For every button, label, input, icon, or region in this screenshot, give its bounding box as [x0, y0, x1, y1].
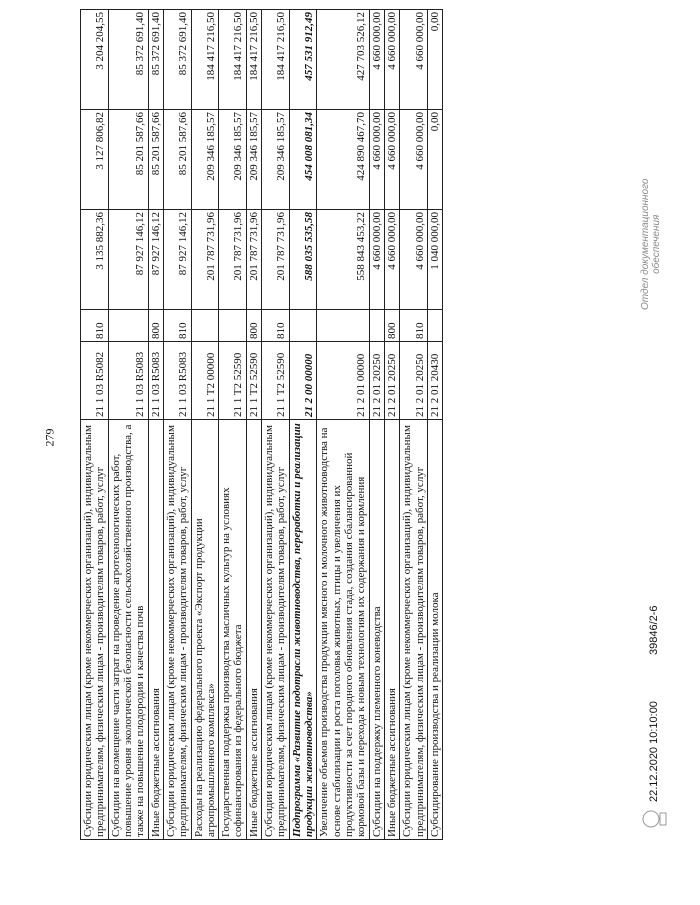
row-amount-year3-cell: 457 531 912,49	[289, 10, 317, 110]
row-code-cell: 21 2 01 20250	[384, 342, 399, 420]
row-code-cell: 21 1 03 R5083	[148, 342, 163, 420]
row-name-cell: Государственная поддержка производства масличных культур на условиях софинансирования из федерального бюджета	[219, 420, 247, 840]
row-name-cell: Иные бюджетные ассигнования	[148, 420, 163, 840]
table-row	[289, 10, 317, 840]
row-amount-year3-cell: 0,00	[427, 10, 442, 110]
row-name-cell: Субсидии на поддержку племенного коневодства	[369, 420, 384, 840]
row-amount-year3-cell: 184 417 216,50	[246, 10, 261, 110]
row-expense-type-cell	[317, 310, 369, 342]
stamp-line-1: Отдел документационного	[640, 178, 651, 310]
row-amount-year2-cell: 3 127 806,82	[81, 110, 109, 210]
row-code-cell: 21 2 01 20250	[369, 342, 384, 420]
table-row	[81, 10, 109, 840]
row-amount-year1-cell: 201 787 731,96	[219, 210, 247, 310]
footer-date: 22.12.2020 10:10:00	[648, 701, 660, 802]
row-amount-year1-cell: 558 843 453,22	[317, 210, 369, 310]
department-stamp	[640, 179, 662, 310]
row-code-cell: 21 1 T2 00000	[191, 342, 219, 420]
row-name-cell: Подпрограмма «Развитие подотрасли животноводства, переработки и реализации продукции животноводства»	[289, 420, 317, 840]
row-amount-year1-cell: 201 787 731,96	[262, 210, 290, 310]
row-amount-year1-cell: 588 035 535,58	[289, 210, 317, 310]
row-name-cell: Субсидии юридическим лицам (кроме некоммерческих организаций), индивидуальным предпринимателям, физическим лицам - производителям товаров, работ, услуг	[163, 420, 191, 840]
table-row	[427, 10, 442, 840]
row-name-cell: Субсидии юридическим лицам (кроме некоммерческих организаций), индивидуальным предпринимателям, физическим лицам - производителям товаров, работ, услуг	[400, 420, 428, 840]
row-amount-year3-cell: 85 372 691,40	[108, 10, 148, 110]
row-expense-type-cell: 810	[163, 310, 191, 342]
row-name-cell: Субсидирование производства и реализации молока	[427, 420, 442, 840]
row-name-cell: Расходы на реализацию федерального проекта «Экспорт продукции агропромышленного комплекса»	[191, 420, 219, 840]
page-number: 279	[42, 428, 57, 447]
row-amount-year3-cell: 3 204 204,55	[81, 10, 109, 110]
row-expense-type-cell	[108, 310, 148, 342]
row-amount-year3-cell: 4 660 000,00	[384, 10, 399, 110]
row-amount-year2-cell: 209 346 185,57	[262, 110, 290, 210]
row-amount-year3-cell: 184 417 216,50	[219, 10, 247, 110]
stamp-line-2: обеспечения	[651, 214, 662, 274]
rotated-page	[80, 10, 662, 840]
row-code-cell: 21 1 03 R5082	[81, 342, 109, 420]
table-row	[384, 10, 399, 840]
row-amount-year3-cell: 4 660 000,00	[369, 10, 384, 110]
row-code-cell: 21 2 01 20250	[400, 342, 428, 420]
row-name-cell: Субсидии юридическим лицам (кроме некоммерческих организаций), индивидуальным предпринимателям, физическим лицам - производителям товаров, работ, услуг	[81, 420, 109, 840]
row-name-cell: Увеличение объемов производства продукции мясного и молочного животноводства на основе стабилизации и роста поголовья животных, птицы и увеличения их продуктивности за счет породного обновления стада, создания сбалансированной кормовой базы и перехода к новым технологиям их содержания и кормления	[317, 420, 369, 840]
row-code-cell: 21 1 T2 52590	[262, 342, 290, 420]
row-expense-type-cell	[219, 310, 247, 342]
row-code-cell: 21 2 01 20430	[427, 342, 442, 420]
row-amount-year2-cell: 0,00	[427, 110, 442, 210]
row-amount-year2-cell: 209 346 185,57	[219, 110, 247, 210]
row-amount-year3-cell: 427 703 526,12	[317, 10, 369, 110]
row-expense-type-cell	[369, 310, 384, 342]
row-code-cell: 21 1 T2 52590	[219, 342, 247, 420]
row-amount-year1-cell: 201 787 731,96	[246, 210, 261, 310]
row-amount-year1-cell: 201 787 731,96	[191, 210, 219, 310]
row-expense-type-cell: 800	[246, 310, 261, 342]
row-amount-year3-cell: 184 417 216,50	[191, 10, 219, 110]
row-amount-year2-cell: 454 008 081,34	[289, 110, 317, 210]
row-amount-year1-cell: 87 927 146,12	[148, 210, 163, 310]
row-amount-year2-cell: 4 660 000,00	[400, 110, 428, 210]
table-row	[246, 10, 261, 840]
row-amount-year1-cell: 4 660 000,00	[384, 210, 399, 310]
row-amount-year2-cell: 209 346 185,57	[246, 110, 261, 210]
row-name-cell: Субсидии юридическим лицам (кроме некоммерческих организаций), индивидуальным предпринимателям, физическим лицам - производителям товаров, работ, услуг	[262, 420, 290, 840]
row-amount-year2-cell: 85 201 587,66	[163, 110, 191, 210]
page-footer	[640, 0, 700, 830]
row-name-cell: Субсидии на возмещение части затрат на проведение агротехнологических работ, повышение уровня экологической безопасности сельскохозяйственного производства, а также на повышение плодородия и качества почв	[108, 420, 148, 840]
row-amount-year2-cell: 424 890 467,70	[317, 110, 369, 210]
row-amount-year1-cell: 4 660 000,00	[369, 210, 384, 310]
row-expense-type-cell	[289, 310, 317, 342]
row-expense-type-cell	[427, 310, 442, 342]
row-amount-year2-cell: 209 346 185,57	[191, 110, 219, 210]
row-expense-type-cell: 810	[262, 310, 290, 342]
row-amount-year3-cell: 184 417 216,50	[262, 10, 290, 110]
seal-icon	[640, 808, 670, 830]
row-code-cell: 21 1 03 R5083	[108, 342, 148, 420]
table-row	[108, 10, 148, 840]
row-amount-year3-cell: 85 372 691,40	[148, 10, 163, 110]
table-row	[369, 10, 384, 840]
budget-table	[80, 9, 443, 840]
table-row	[400, 10, 428, 840]
table-row	[219, 10, 247, 840]
table-row	[191, 10, 219, 840]
row-expense-type-cell: 800	[148, 310, 163, 342]
row-name-cell: Иные бюджетные ассигнования	[246, 420, 261, 840]
table-row	[163, 10, 191, 840]
row-amount-year2-cell: 85 201 587,66	[148, 110, 163, 210]
row-amount-year2-cell: 4 660 000,00	[369, 110, 384, 210]
row-code-cell: 21 1 03 R5083	[163, 342, 191, 420]
row-amount-year1-cell: 4 660 000,00	[400, 210, 428, 310]
row-amount-year2-cell: 85 201 587,66	[108, 110, 148, 210]
row-amount-year1-cell: 87 927 146,12	[108, 210, 148, 310]
table-row	[262, 10, 290, 840]
row-amount-year1-cell: 87 927 146,12	[163, 210, 191, 310]
row-name-cell: Иные бюджетные ассигнования	[384, 420, 399, 840]
row-expense-type-cell: 810	[81, 310, 109, 342]
row-code-cell: 21 2 00 00000	[289, 342, 317, 420]
row-code-cell: 21 1 T2 52590	[246, 342, 261, 420]
row-amount-year3-cell: 4 660 000,00	[400, 10, 428, 110]
footer-document-number: 39846/2-6	[648, 605, 660, 655]
row-amount-year1-cell: 3 135 882,36	[81, 210, 109, 310]
row-expense-type-cell: 810	[400, 310, 428, 342]
table-row	[148, 10, 163, 840]
row-amount-year2-cell: 4 660 000,00	[384, 110, 399, 210]
row-amount-year1-cell: 1 040 000,00	[427, 210, 442, 310]
row-amount-year3-cell: 85 372 691,40	[163, 10, 191, 110]
row-code-cell: 21 2 01 00000	[317, 342, 369, 420]
row-expense-type-cell	[191, 310, 219, 342]
row-expense-type-cell: 800	[384, 310, 399, 342]
table-row	[317, 10, 369, 840]
